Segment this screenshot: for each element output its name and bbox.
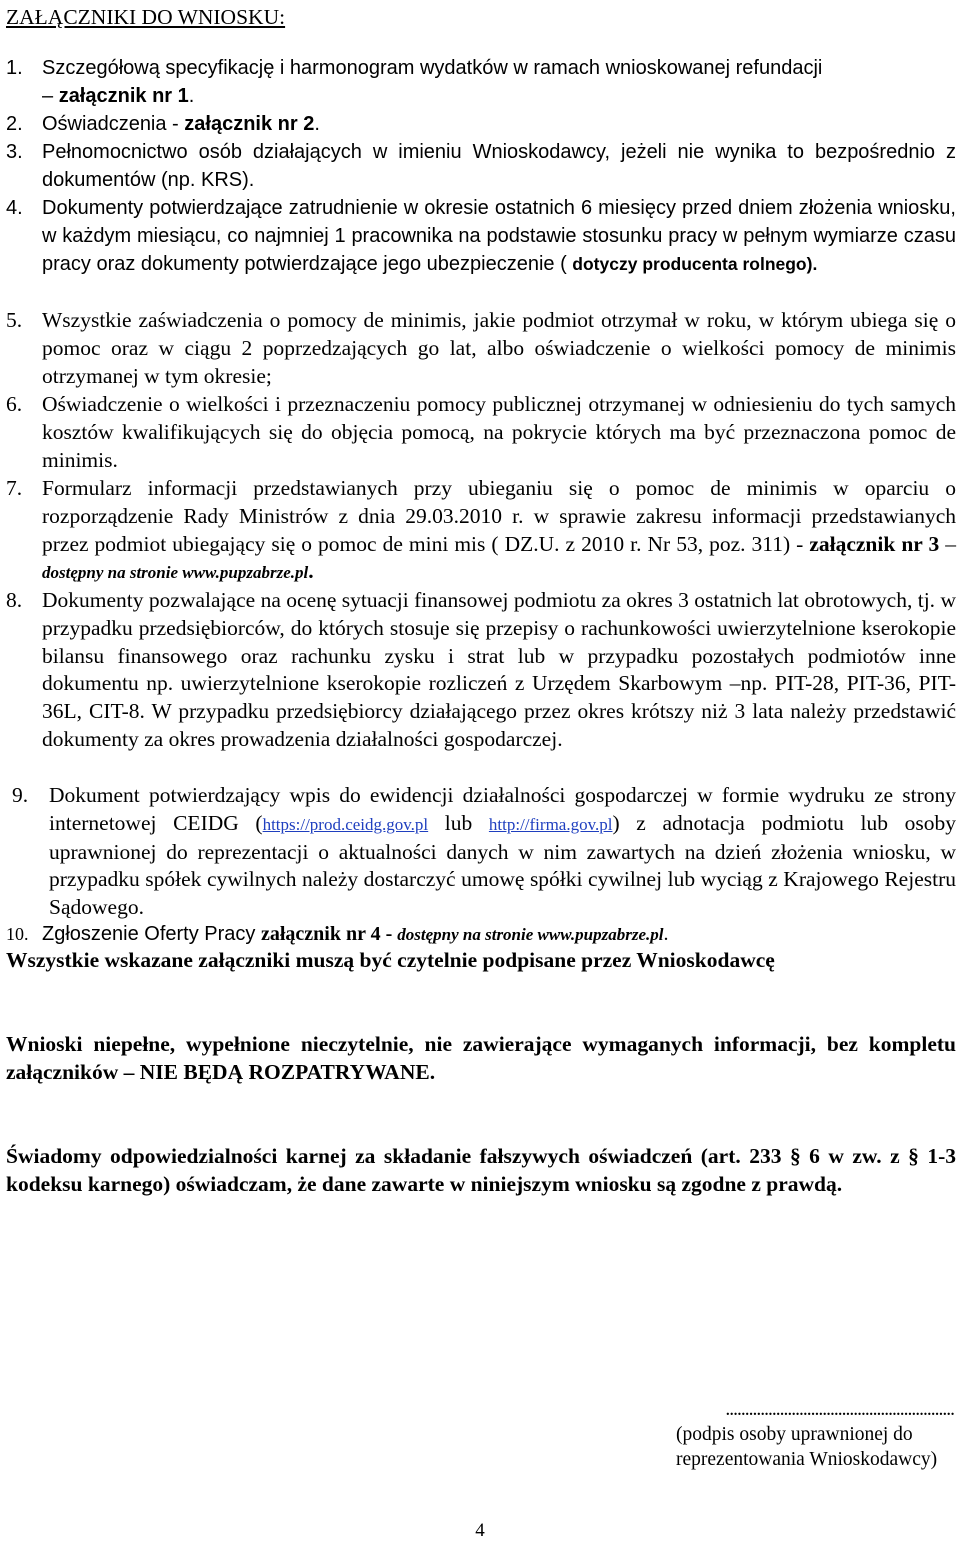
notice-signatures: Wszystkie wskazane załączniki muszą być czytelnie podpisane przez Wnioskodawcę <box>6 948 775 972</box>
list-item-text: Formularz informacji przedstawianych przy ubieganiu się o pomoc de minimis w oparciu o rozporządzenie Rady Ministrów z dnia 29.03.2010 r. w sprawie zakresu informacji przedstawianych przez podmiot ubiegający się o pomoc de mini mis ( DZ.U. z 2010 r. Nr 53, poz. 311) - załącznik nr 3 – dostępny na stronie www.pupzabrze.pl. <box>42 476 956 584</box>
list-item-number: 5. <box>6 308 23 332</box>
list-item-text: Oświadczenia - załącznik nr 2. <box>42 113 320 135</box>
list-item-text: Zgłoszenie Oferty Pracy załącznik nr 4 - dostępny na stronie www.pupzabrze.pl. <box>42 923 669 945</box>
signature-block <box>660 1397 960 1472</box>
declaration-statement: Świadomy odpowiedzialności karnej za składanie fałszywych oświadczeń (art. 233 § 6 w zw. z § 1-3 kodeksu karnego) oświadczam, że dane zawarte w niniejszym wniosku są zgodne z prawdą. <box>6 1144 956 1196</box>
list-item-number: 2. <box>6 113 23 135</box>
ceidg-link[interactable]: https://prod.ceidg.gov.pl <box>262 814 429 834</box>
list-item-text: Oświadczenie o wielkości i przeznaczeniu pomocy publicznej otrzymanej w odniesieniu do tych samych kosztów kwalifikujących się do objęcia pomocą, na pokrycie których ma być przeznaczona pomoc de minimis. <box>42 392 956 472</box>
page-number: 4 <box>475 1520 485 1541</box>
list-item-text: Dokument potwierdzający wpis do ewidencji działalności gospodarczej w formie wydruku ze strony internetowej CEIDG (https://prod.ceidg.gov.pl lub http://firma.gov.pl) z adnotacja podmiotu lub osoby uprawnionej do reprezentacji o aktualności danych w nim zawartych na dzień złożenia wniosku, w przypadku spółek cywilnych należy dostarczyć umowę spółki cywilnej lub wyciąg z Krajowego Rejestru Sądowego. <box>49 783 956 920</box>
list-item-text: Dokumenty pozwalające na ocenę sytuacji finansowej podmiotu za okres 3 ostatnich lat obrotowych, tj. w przypadku przedsiębiorców, do których stosuje się przepisy o rachunkowości uwierzytelnione kserokopie bilansu finansowego oraz rachunku zysku i strat lub w przypadku pozostałych podmiotów inne dokumentu np. uwierzytelnione kserokopie rozliczeń z Urzędem Skarbowym –np. PIT-28, PIT-36, PIT-36L, CIT-8. W przypadku przedsiębiorcy działającego przez okres krótszy niż 3 lata należy przedstawić dokumenty za okres prowadzenia działalności gospodarczej. <box>42 588 956 751</box>
list-item-text: Dokumenty potwierdzające zatrudnienie w okresie ostatnich 6 miesięcy przed dniem złożenia wniosku, w każdym miesiącu, co najmniej 1 pracownika na podstawie stosunku pracy w pełnym wymiarze czasu pracy oraz dokumenty potwierdzające jego ubezpieczenie ( dotyczy producenta rolnego). <box>42 197 956 275</box>
signature-line: ........................................................... <box>725 1399 954 1420</box>
list-item-text: Szczegółową specyfikację i harmonogram wydatków w ramach wnioskowanej refundacji – załącznik nr 1. <box>42 57 823 107</box>
list-item-text: Wszystkie zaświadczenia o pomocy de minimis, jakie podmiot otrzymał w roku, w którym ubiega się o pomoc oraz w ciągu 2 poprzedzających go lat, albo oświadczenie o wielkości pomocy de minimis otrzymanej w tym okresie; <box>42 308 956 388</box>
list-item-number: 3. <box>6 141 23 163</box>
list-item-number: 6. <box>6 392 23 416</box>
signature-caption: (podpis osoby uprawnionej do reprezentowania Wnioskodawcy) <box>676 1424 938 1470</box>
list-item-number: 7. <box>6 476 23 500</box>
list-item-number: 10. <box>6 924 29 944</box>
list-item-number: 1. <box>6 57 23 79</box>
firma-gov-link[interactable]: http://firma.gov.pl <box>488 814 613 834</box>
notice-incomplete: Wnioski niepełne, wypełnione nieczytelnie, nie zawierające wymaganych informacji, bez kompletu załączników – NIE BĘDĄ ROZPATRYWANE. <box>6 1032 956 1084</box>
attachments-heading: ZAŁĄCZNIKI DO WNIOSKU: <box>6 5 286 29</box>
list-item-number: 4. <box>6 197 23 219</box>
list-item-number: 9. <box>12 783 29 807</box>
list-item-text: Pełnomocnictwo osób działających w imieniu Wnioskodawcy, jeżeli nie wynika to bezpośrednio z dokumentów (np. KRS). <box>42 141 956 191</box>
list-item-number: 8. <box>6 588 23 612</box>
